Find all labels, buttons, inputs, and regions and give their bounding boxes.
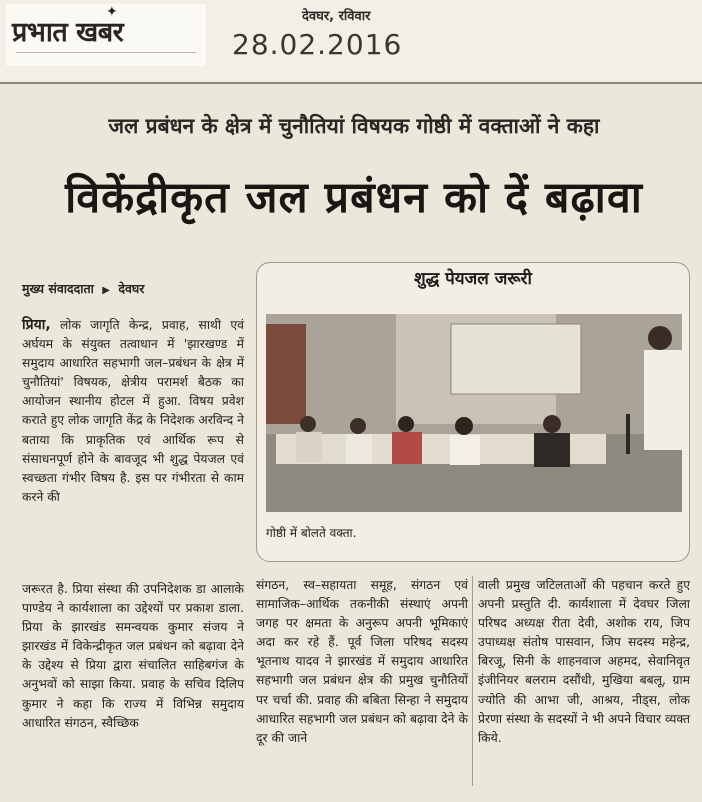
bird-icon: ✦ xyxy=(106,4,118,20)
article-column-1 xyxy=(22,316,244,507)
logo-underline xyxy=(16,52,196,62)
article-column-3: वाली प्रमुख जटिलताओं की पहचान करते हुए अपनी प्रस्तुति दी. कार्यशाला में देवघर जिला परिषद अध्यक्ष रीता देवी, अशोक राय, जिप उपाध्यक्ष संतोष पासवान, जिप सदस्य महेन्द्र, बिरजू, सिनी के शाहनवाज अहमद, सेवानिवृत इंजीनियर बलराम दसौंधी, मुखिया बबलू, ग्राम ज्योति की आभा जी, आश्रय, नीड्स, लोक प्रेरणा संस्था के सदस्यों ने भी अपने विचार व्यक्त किये. xyxy=(478,578,690,745)
photo-title: शुद्ध पेयजल जरूरी xyxy=(414,269,532,289)
triangle-right-icon: ▶ xyxy=(102,285,110,296)
byline-place: देवघर xyxy=(118,281,145,296)
logo-text: प्रभात खबर xyxy=(12,17,124,48)
article-column-1-continued: जरूरत है. प्रिया संस्था की उपनिदेशक डा आलाके पाण्डेय ने कार्यशाला का उद्देश्यों पर प्रकाश डाला. प्रिया के झारखंड समन्वयक कुमार संजय ने झारखंड में विकेन्द्रीकृत जल प्रबंधन को बढ़ावा देने के उद्देश्य से प्रिया द्वारा संचालित साहिबगंज के अनुभवों को साझा किया. प्रवाह के सचिव दिलिप कुमार ने कहा कि राज्य में विभिन्न समुदाय आधारित संगठन, स्वैच्छिक xyxy=(22,582,244,730)
event-photo xyxy=(266,314,682,512)
kicker-headline: जल प्रबंधन के क्षेत्र में चुनौतियां विषयक गोष्ठी में वक्ताओं ने कहा xyxy=(108,114,600,138)
byline-author: मुख्य संवाददाता xyxy=(22,281,94,296)
article-column-2: संगठन, स्व–सहायता समूह, संगठन एवं सामाजिक–आर्थिक तकनीकी संस्थाएं अपनी जगह पर क्षमता के अनुरूप अपनी भूमिकाएं अदा कर रहे हैं. पूर्व जिला परिषद सदस्य भूतनाथ यादव ने झारखंड में समुदाय आधारित सहभागी जल प्रबंधन क्षेत्र की प्रमुख चुनौतियों पर चर्चा की. प्रवाह की बबिता सिन्हा ने समुदाय आधारित सहभागी जल प्रबंधन को बढ़ावा देने के दूर की जाने xyxy=(256,578,468,745)
newspaper-masthead xyxy=(0,0,702,84)
byline xyxy=(22,280,144,297)
dateline-date: 28.02.2016 xyxy=(232,28,403,61)
dateline-place: देवघर, रविवार xyxy=(302,9,371,24)
column-divider xyxy=(472,576,473,786)
column-1-text: लोक जागृति केन्द्र, प्रवाह, साथी एवं अर्घयम के संयुक्त तत्वाधान में 'झारखण्ड में समुदाय आधारित सहभागी जल–प्रबंधन के क्षेत्र में चुनौतियां' विषयक, क्षेत्रीय परामर्श बैठक का आयोजन स्थानीय होटल में हुआ. विषय प्रवेश कराते हुए लोक जागृति केंद्र के निदेशक अरविन्द ने बताया कि प्राकृतिक एवं आर्थिक रूप से संसाधनपूर्ण होने के बावजूद भी शुद्ध पेयजल एवं स्वच्छता गंभीर विषय है. इस पर गंभीरता से काम करने की xyxy=(22,318,244,504)
lead-word: प्रिया, xyxy=(22,317,51,333)
newspaper-logo xyxy=(6,4,206,66)
main-headline: विकेंद्रीकृत जल प्रबंधन को दें बढ़ावा xyxy=(65,173,643,223)
news-article xyxy=(0,86,702,802)
photo-caption: गोष्ठी में बोलते वक्ता. xyxy=(266,526,357,540)
